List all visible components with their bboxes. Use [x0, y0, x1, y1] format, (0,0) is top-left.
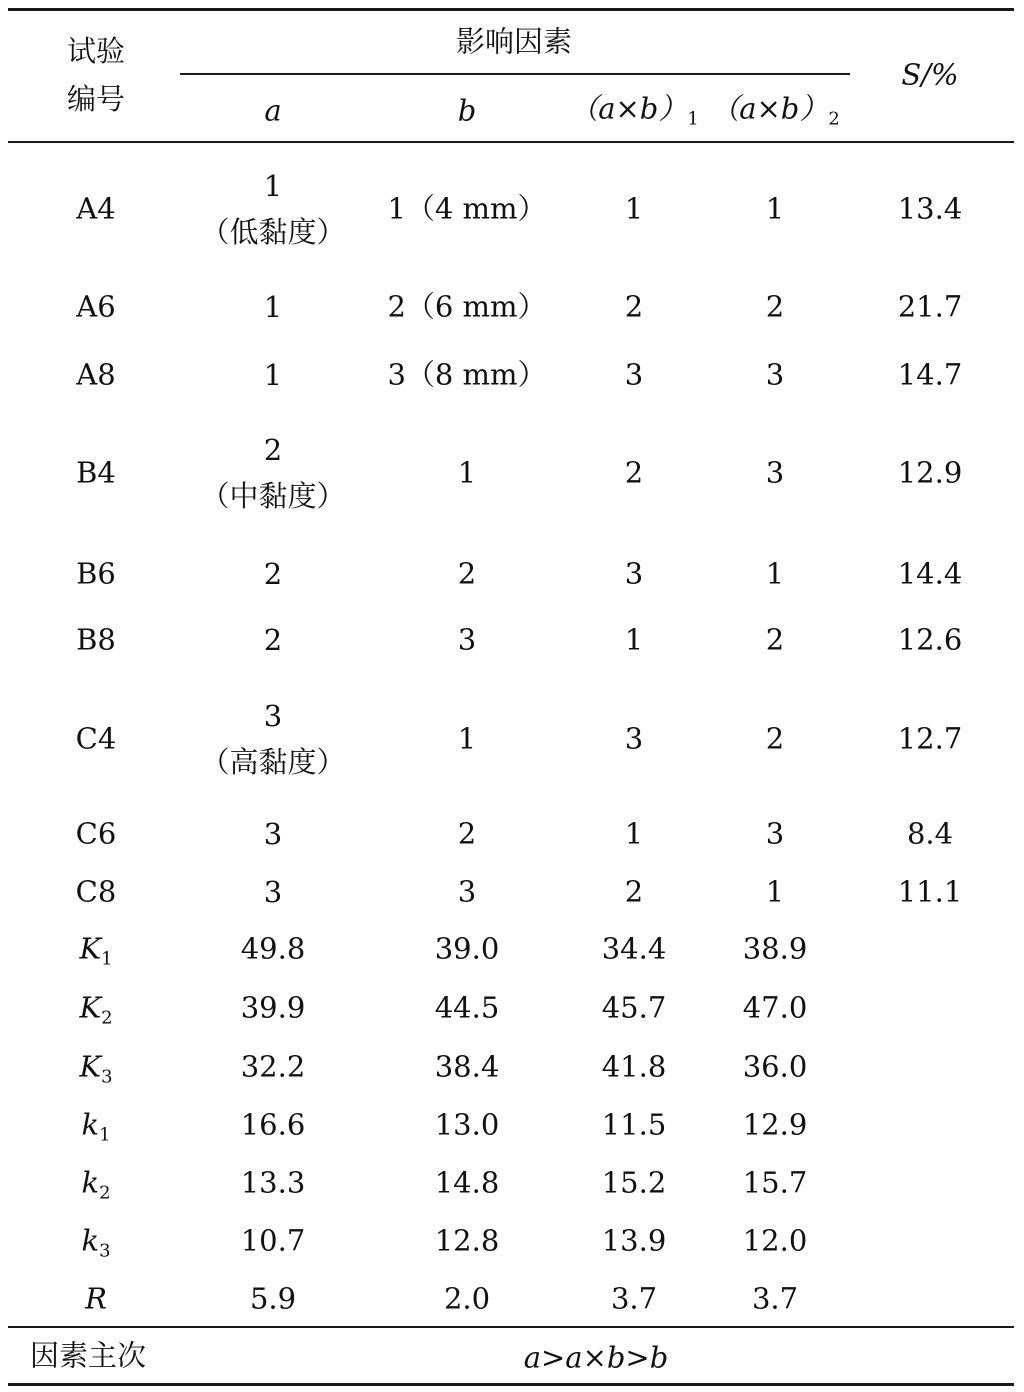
stat-symbol: R	[85, 1281, 107, 1316]
row-factor-b: 3	[457, 622, 477, 657]
stat-interaction-2: 12.9	[742, 1107, 808, 1142]
stat-factor-a: 16.6	[240, 1107, 306, 1142]
row-result: 12.7	[897, 721, 963, 756]
stat-factor-a: 10.7	[240, 1223, 306, 1258]
stat-subscript: 1	[99, 1124, 111, 1146]
row-factor-a-note: （中黏度）	[200, 479, 346, 513]
header-interaction-2-sub: 2	[828, 108, 840, 130]
footer-rule	[8, 1326, 1014, 1328]
footer-value: a>a×b>b	[523, 1340, 669, 1375]
row-result: 8.4	[906, 816, 954, 851]
row-id: B8	[76, 622, 116, 657]
stat-interaction-1: 45.7	[601, 990, 667, 1025]
header-group-label: 影响因素	[455, 24, 573, 59]
row-factor-a-level: 3	[263, 874, 283, 909]
stat-subscript: 1	[101, 948, 113, 970]
stat-interaction-1: 11.5	[601, 1107, 667, 1142]
stat-factor-b: 13.0	[434, 1107, 500, 1142]
stat-factor-b: 2.0	[443, 1281, 491, 1316]
stat-interaction-1: 34.4	[601, 931, 667, 966]
stat-subscript: 3	[99, 1240, 111, 1262]
row-factor-a	[264, 817, 282, 851]
stat-interaction-2: 38.9	[742, 931, 808, 966]
row-interaction-2: 2	[765, 622, 785, 657]
stat-factor-a: 32.2	[240, 1049, 306, 1084]
row-interaction-2: 1	[765, 874, 785, 909]
row-factor-a	[200, 433, 345, 513]
stat-label	[85, 1281, 107, 1316]
stat-label	[79, 931, 113, 970]
row-factor-b: 1（4 mm）	[387, 191, 547, 226]
row-interaction-1: 3	[624, 721, 644, 756]
header-interaction-1	[569, 91, 699, 130]
header-id	[67, 34, 125, 116]
row-interaction-2: 3	[765, 816, 785, 851]
row-factor-a	[264, 358, 282, 392]
stat-interaction-2: 12.0	[742, 1223, 808, 1258]
row-result: 12.6	[897, 622, 963, 657]
row-interaction-1: 3	[624, 357, 644, 392]
row-id: B4	[76, 455, 116, 490]
row-result: 11.1	[897, 874, 963, 909]
stat-label	[81, 1107, 111, 1146]
header-interaction-1-base: （a×b）	[569, 91, 688, 126]
stat-factor-b: 44.5	[434, 990, 500, 1025]
header-interaction-2-base: （a×b）	[710, 91, 829, 126]
row-factor-b: 1	[457, 721, 477, 756]
stat-interaction-1: 3.7	[610, 1281, 658, 1316]
stat-label	[81, 1223, 111, 1262]
row-id: C6	[75, 816, 117, 851]
footer-label: 因素主次	[30, 1338, 147, 1373]
row-interaction-2: 2	[765, 289, 785, 324]
row-id: C8	[75, 874, 117, 909]
stat-label	[79, 1049, 113, 1088]
stat-interaction-2: 3.7	[751, 1281, 799, 1316]
row-factor-b: 1	[457, 455, 477, 490]
row-factor-a	[264, 290, 282, 324]
stat-factor-a: 39.9	[240, 990, 306, 1025]
row-interaction-1: 2	[624, 289, 644, 324]
stat-interaction-2: 47.0	[742, 990, 808, 1025]
row-factor-a	[264, 623, 282, 657]
row-factor-a-note: （高黏度）	[200, 745, 346, 779]
row-interaction-1: 3	[624, 556, 644, 591]
header-result: S/%	[901, 57, 959, 92]
stat-symbol: k	[81, 1107, 100, 1142]
stat-label	[81, 1165, 111, 1204]
row-interaction-1: 2	[624, 874, 644, 909]
row-factor-a-level: 3	[263, 816, 283, 851]
row-interaction-2: 3	[765, 455, 785, 490]
row-factor-a-level: 1	[263, 357, 283, 392]
top-rule	[8, 8, 1014, 11]
row-interaction-2: 3	[765, 357, 785, 392]
row-interaction-1: 1	[624, 191, 644, 226]
row-factor-a-level: 1	[263, 289, 283, 324]
row-interaction-2: 1	[765, 191, 785, 226]
stat-symbol: K	[79, 1049, 102, 1084]
header-id-line2: 编号	[66, 82, 126, 116]
stat-symbol: K	[79, 931, 102, 966]
stat-subscript: 3	[101, 1066, 113, 1088]
header-interaction-2	[710, 91, 840, 130]
stat-factor-b: 14.8	[434, 1165, 500, 1200]
header-factor-a: a	[264, 93, 282, 128]
row-interaction-1: 1	[624, 816, 644, 851]
stat-subscript: 2	[101, 1007, 113, 1029]
row-factor-a-level: 2	[263, 622, 283, 657]
row-factor-a-level: 1	[263, 168, 283, 203]
header-interaction-1-sub: 1	[687, 108, 699, 130]
row-factor-a-level: 2	[263, 432, 283, 467]
bottom-rule	[8, 1383, 1014, 1386]
stat-interaction-1: 41.8	[601, 1049, 667, 1084]
header-rule	[8, 141, 1014, 143]
row-factor-b: 3	[457, 874, 477, 909]
row-factor-a-note: （低黏度）	[200, 215, 346, 249]
stat-subscript: 2	[99, 1182, 111, 1204]
row-factor-a-level: 2	[263, 556, 283, 591]
row-factor-a	[200, 169, 345, 249]
row-factor-b: 2	[457, 556, 477, 591]
stat-factor-b: 39.0	[434, 931, 500, 966]
row-result: 14.7	[897, 357, 963, 392]
row-factor-a-level: 3	[263, 698, 283, 733]
stat-symbol: K	[79, 990, 102, 1025]
header-id-line1: 试验	[66, 33, 126, 68]
row-result: 13.4	[897, 191, 963, 226]
row-result: 12.9	[897, 455, 963, 490]
row-id: C4	[75, 721, 117, 756]
row-interaction-1: 1	[624, 622, 644, 657]
row-factor-b: 3（8 mm）	[387, 357, 547, 392]
stat-interaction-2: 36.0	[742, 1049, 808, 1084]
row-id: B6	[76, 556, 116, 591]
stat-factor-b: 38.4	[434, 1049, 500, 1084]
stat-interaction-1: 15.2	[601, 1165, 667, 1200]
row-result: 21.7	[897, 289, 963, 324]
row-interaction-2: 1	[765, 556, 785, 591]
row-id: A6	[76, 289, 116, 324]
stat-interaction-1: 13.9	[601, 1223, 667, 1258]
group-rule	[180, 73, 850, 75]
stat-symbol: k	[81, 1223, 100, 1258]
row-factor-a	[264, 557, 282, 591]
stat-interaction-2: 15.7	[742, 1165, 808, 1200]
stat-label	[79, 990, 113, 1029]
stat-factor-b: 12.8	[434, 1223, 500, 1258]
row-factor-a	[200, 699, 345, 779]
row-interaction-2: 2	[765, 721, 785, 756]
row-result: 14.4	[897, 556, 963, 591]
row-id: A8	[76, 357, 116, 392]
row-id: A4	[76, 191, 116, 226]
stat-symbol: k	[81, 1165, 100, 1200]
row-interaction-1: 2	[624, 455, 644, 490]
row-factor-b: 2（6 mm）	[387, 289, 547, 324]
header-factor-b: b	[457, 93, 477, 128]
stat-factor-a: 13.3	[240, 1165, 306, 1200]
stat-factor-a: 5.9	[249, 1281, 297, 1316]
row-factor-a	[264, 875, 282, 909]
row-factor-b: 2	[457, 816, 477, 851]
stat-factor-a: 49.8	[240, 931, 306, 966]
